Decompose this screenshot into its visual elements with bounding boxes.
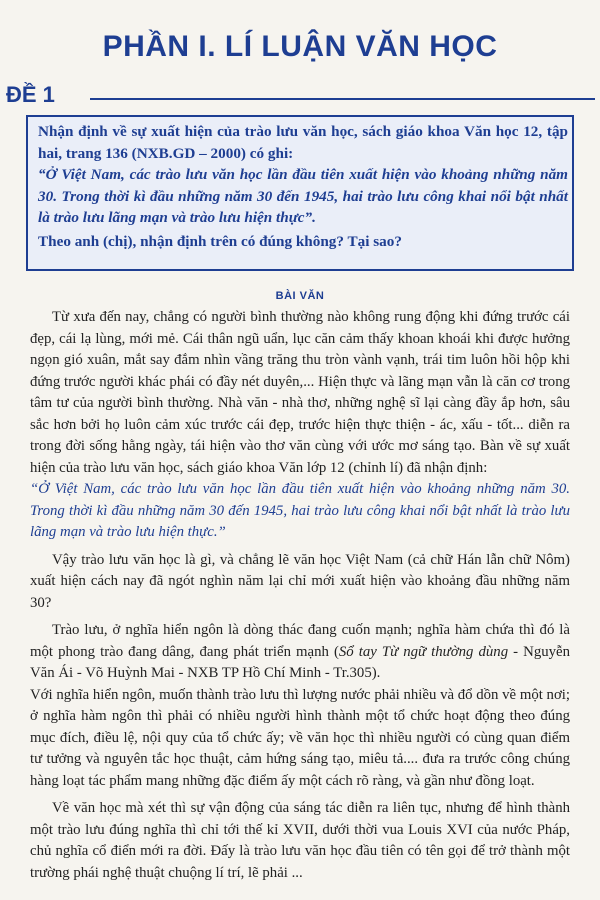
prompt-question: Theo anh (chị), nhận định trên có đúng không? Tại sao? xyxy=(38,232,402,250)
essay-body xyxy=(30,307,570,884)
essay-paragraph-2: Vậy trào lưu văn học là gì, và chẳng lẽ văn học Việt Nam (cả chữ Hán lẫn chữ Nôm) xuất hiện cách nay đã ngót nghìn năm lại chỉ mới xuất hiện vào khoảng đầu những năm 30? xyxy=(30,551,570,611)
citation-title: Sổ tay Từ ngữ thường dùng xyxy=(338,643,509,660)
prompt-intro: Nhận định về sự xuất hiện của trào lưu văn học, sách giáo khoa Văn học 12, tập hai, trang 136 (NXB.GD – 2000) có ghi: xyxy=(38,123,568,162)
prompt-text xyxy=(38,121,568,252)
essay-paragraph-1: Từ xưa đến nay, chẳng có người bình thường nào không rung động khi đứng trước cái đẹp, cái lạ lùng, mới mẻ. Cái thân ngũ uẩn, lục căn cảm thấy khoan khoái khi được hưởng ngọn gió xuân, mắt say đắm nhìn vầng trăng thu tròn vành vạnh, trái tim luôn hồi hộp khi đứng trước người khác phái có đầy nét duyên,... Hiện thực và lãng mạn vẫn là căn cơ trong tâm tư của người bình thường. Nhà văn - nhà thơ, những nghệ sĩ lại càng đầy ắp hơn, sâu sắc hơn bởi họ luôn cảm xúc trước cái đẹp, trước hiện thực thiện - ác, xấu - tốt... diễn ra trong đời sống hằng ngày, tái hiện vào thơ văn cùng với ước mơ sáng tạo. Bàn về sự xuất hiện của trào lưu văn học, sách giáo khoa Văn lớp 12 (chỉnh lí) đã nhận định: xyxy=(30,309,570,476)
essay-paragraph-3-text: Trào lưu, ở nghĩa hiển ngôn là dòng thác đang cuốn mạnh; nghĩa hàm chứa thì đó là một phong trào đang dâng, đang phát triển mạnh ( xyxy=(30,622,570,660)
essay-paragraph-4: Với nghĩa hiển ngôn, muốn thành trào lưu thì lượng nước phải nhiều và đổ dồn về một nơi; ở nghĩa hàm ngôn thì phải có nhiều người hình thành một tổ chức hoạt động theo đúng mục đích, điều lệ, nội quy của tổ chức ấy; về văn học thì nhiều người có cùng quan điểm tư tưởng và nguyên tắc học thuật, cảm hứng sáng tạo, miêu tả.... đưa ra trước công chúng hàng loạt tác phẩm mang những đặc điểm ấy một cách rõ ràng, và gần như đồng loạt. xyxy=(30,686,570,789)
essay-paragraph-5: Về văn học mà xét thì sự vận động của sáng tác diễn ra liên tục, nhưng để hình thành một trào lưu đúng nghĩa thì chỉ tới thế kỉ XVII, dưới thời vua Louis XVI của nước Pháp, chủ nghĩa cổ điển mới ra đời. Đấy là trào lưu văn học đầu tiên có tên gọi để trở thành một trường phái nghệ thuật chuộng lí trí, lẽ phải ... xyxy=(30,800,570,881)
exercise-heading: ĐỀ 1 xyxy=(6,82,55,107)
essay-paragraph-3 xyxy=(30,620,570,685)
heading-rule xyxy=(90,98,595,100)
part-title: PHẦN I. LÍ LUẬN VĂN HỌC xyxy=(102,30,498,63)
essay-paragraph-3-source: - Nguyễn Văn Ái - Võ Huỳnh Mai - NXB TP Hồ Chí Minh - Tr.305). xyxy=(30,643,570,681)
essay-quote: “Ở Việt Nam, các trào lưu văn học lần đầu tiên xuất hiện vào khoảng những năm 30. Trong thời kì đầu những năm 30 đến 1945, hai trào lưu công khai nổi bật nhất là trào lưu lãng mạn và trào lưu hiện thực.” xyxy=(30,481,570,540)
essay-heading: BÀI VĂN xyxy=(275,290,325,302)
prompt-quote: “Ở Việt Nam, các trào lưu văn học lần đầu tiên xuất hiện vào khoảng những năm 30. Trong thời kì đầu những năm 30 đến 1945, hai trào lưu công khai nổi bật nhất là trào lưu lãng mạn và trào lưu hiện thực”. xyxy=(38,166,568,226)
